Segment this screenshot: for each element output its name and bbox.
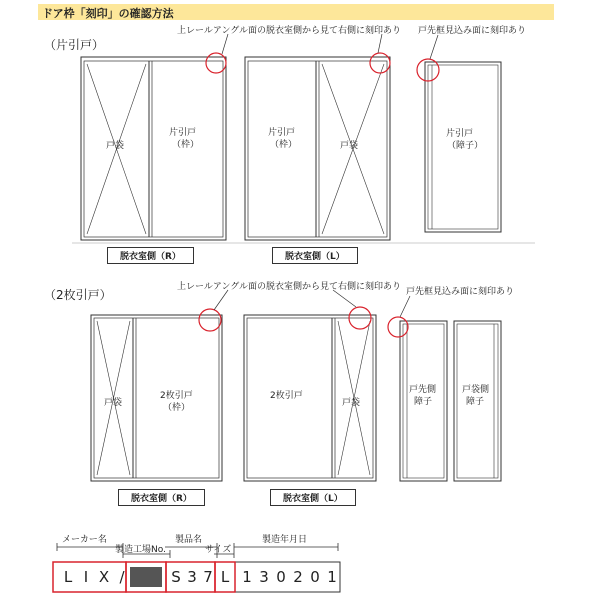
code-char: L [63,568,73,586]
label-date: 製造年月日 [262,535,308,545]
label-s1-l-frame-2: （枠） [270,140,298,150]
code-char: X [98,568,110,586]
label-maker: メーカー名 [62,535,107,545]
label-s2-r-frame-2: （枠） [163,403,191,413]
code-char: I [83,568,89,586]
label-s1-r-frame-1: 片引戸 [169,128,197,138]
label-s2-l-frame-1: 2枚引戸 [270,391,303,401]
label-factory: 製造工場No. [115,545,166,555]
code-char: / [119,568,125,586]
label-s1-r-pocket: 戸袋 [106,141,125,151]
stamp-marker-s2-door [388,317,408,337]
label-s2-r-frame-1: 2枚引戸 [160,391,193,401]
code-char: 7 [203,568,213,586]
label-s1-l-frame-1: 片引戸 [268,128,296,138]
code-char: 3 [259,568,269,586]
code-char: L [220,568,230,586]
label-size: サイズ [205,545,232,555]
label-s1-r-frame-2: （枠） [172,140,200,150]
section1-callout-door: 戸先框見込み面に刻印あり [418,26,527,36]
label-s2-l-pocket: 戸袋 [342,398,361,408]
code-char: 1 [327,568,337,586]
code-char: 1 [242,568,252,586]
label-s1-door-2: （障子） [447,141,484,151]
code-char: 0 [310,568,320,586]
label-product: 製品名 [175,535,203,545]
frame-s1-l [245,57,390,240]
label-s2-door2-1: 戸袋側 [462,385,490,395]
label-s2-door1-1: 戸先側 [409,385,437,395]
label-s2-door2-2: 障子 [466,397,485,407]
label-s1-door-1: 片引戸 [446,129,474,139]
caption-s1-l: 脱衣室側（L） [272,247,358,264]
section2-title: （2枚引戸） [44,288,112,302]
section2-callout-rail: 上レールアングル面の脱衣室側から見て右側に刻印あり [177,282,402,292]
section2-callout-door: 戸先框見込み面に刻印あり [406,287,515,297]
code-char: S [171,568,181,586]
code-char: 2 [293,568,303,586]
page-title: ドア枠「刻印」の確認方法 [42,7,174,20]
label-s2-door1-2: 障子 [414,397,433,407]
frame-s1-r [81,57,226,240]
label-s1-l-pocket: 戸袋 [340,141,359,151]
caption-s1-r: 脱衣室側（R） [107,247,194,264]
code-char: 0 [276,568,286,586]
section1-callout-rail: 上レールアングル面の脱衣室側から見て右側に刻印あり [177,26,402,36]
label-s2-r-pocket: 戸袋 [104,398,123,408]
section1-title: （片引戸） [44,38,105,52]
code-char-redacted [134,564,158,590]
stamp-marker-s2-r [199,309,221,331]
code-char: 3 [187,568,197,586]
caption-s2-r: 脱衣室側（R） [118,489,205,506]
caption-s2-l: 脱衣室側（L） [270,489,356,506]
